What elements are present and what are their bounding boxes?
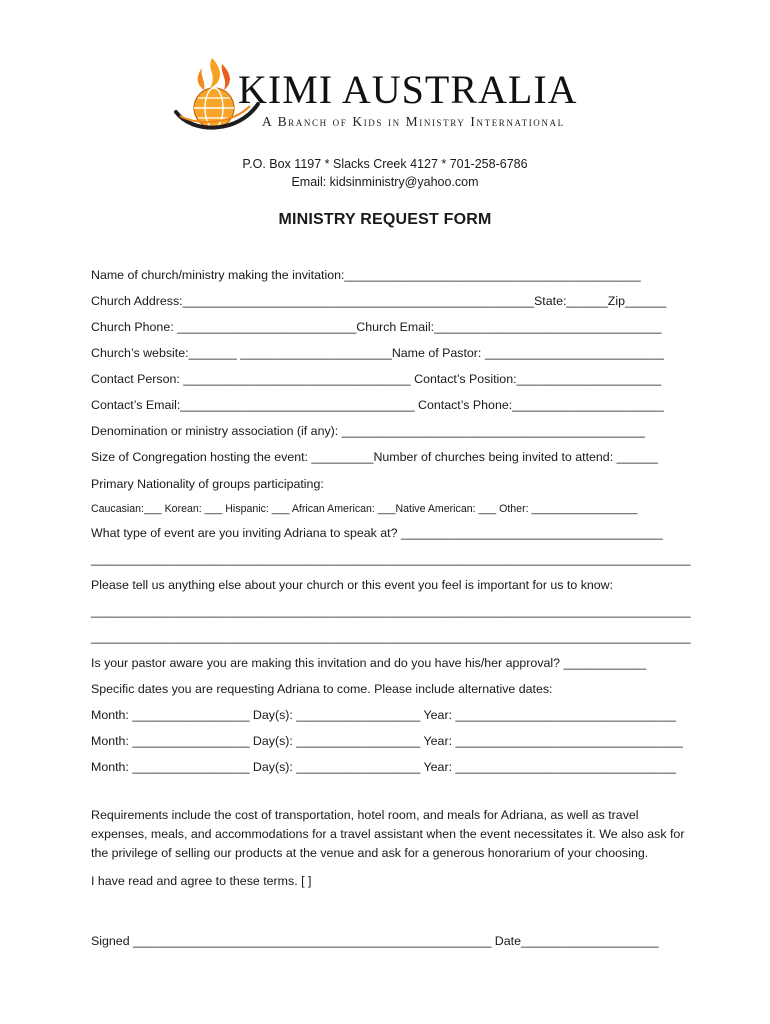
logo-title: KIMI AUSTRALIA <box>238 67 578 112</box>
form-title: MINISTRY REQUEST FORM <box>278 211 492 228</box>
kimi-logo <box>172 54 612 138</box>
org-address: P.O. Box 1197 * Slacks Creek 4127 * 701-258-6786 <box>242 157 528 171</box>
field-nationality-breakdown[interactable]: Caucasian:___ Korean: ___ Hispanic: ___ African American: ___Native American: ___ Other: __________________ <box>91 503 638 515</box>
blank-answer-line[interactable]: _______________________________________________________________________________________ <box>91 604 691 618</box>
logo-subtitle: A Branch of Kids in Ministry International <box>262 114 565 129</box>
field-website-pastor[interactable]: Church’s website:_______ ______________________Name of Pastor: __________________________ <box>91 346 664 360</box>
label-specific-dates: Specific dates you are requesting Adriana to come. Please include alternative dates: <box>91 682 553 696</box>
field-contact-email-phone[interactable]: Contact’s Email:__________________________________ Contact’s Phone:______________________ <box>91 398 664 412</box>
field-church-address[interactable]: Church Address:___________________________________________________State:______Zip______ <box>91 294 667 308</box>
field-pastor-approval[interactable]: Is your pastor aware you are making this invitation and do you have his/her approval? ____________ <box>91 656 647 670</box>
field-signature-date[interactable]: Signed ____________________________________________________ Date____________________ <box>91 934 659 948</box>
field-contact-person[interactable]: Contact Person: _________________________________ Contact’s Position:_____________________ <box>91 372 662 386</box>
field-denomination[interactable]: Denomination or ministry association (if any): ____________________________________________ <box>91 424 645 438</box>
field-date-row-1[interactable]: Month: _________________ Day(s): __________________ Year: ________________________________ <box>91 708 676 722</box>
field-event-type[interactable]: What type of event are you inviting Adriana to speak at? ______________________________________ <box>91 526 663 540</box>
blank-answer-line[interactable]: _______________________________________________________________________________________ <box>91 630 691 644</box>
field-date-row-3[interactable]: Month: _________________ Day(s): __________________ Year: ________________________________ <box>91 760 676 774</box>
field-church-name[interactable]: Name of church/ministry making the invitation:___________________________________________ <box>91 268 641 282</box>
agree-terms-checkbox[interactable]: I have read and agree to these terms. [ ] <box>91 874 312 888</box>
field-congregation-size[interactable]: Size of Congregation hosting the event: _________Number of churches being invited to attend: ______ <box>91 450 658 464</box>
org-email: Email: kidsinministry@yahoo.com <box>291 175 479 189</box>
label-anything-else: Please tell us anything else about your church or this event you feel is important for us to know: <box>91 578 614 592</box>
blank-answer-line[interactable]: _______________________________________________________________________________________ <box>91 552 691 566</box>
requirements-paragraph: Requirements include the cost of transportation, hotel room, and meals for Adriana, as well as travel expenses, meals, and accommodations for a travel assistant when the event necessitates it. We also ask for the privilege of selling our products at the venue and ask for a generous honorarium of your choosing. <box>91 808 685 860</box>
field-date-row-2[interactable]: Month: _________________ Day(s): __________________ Year: _________________________________ <box>91 734 683 748</box>
field-church-phone-email[interactable]: Church Phone: __________________________Church Email:_________________________________ <box>91 320 662 334</box>
label-primary-nationality: Primary Nationality of groups participating: <box>91 477 324 491</box>
